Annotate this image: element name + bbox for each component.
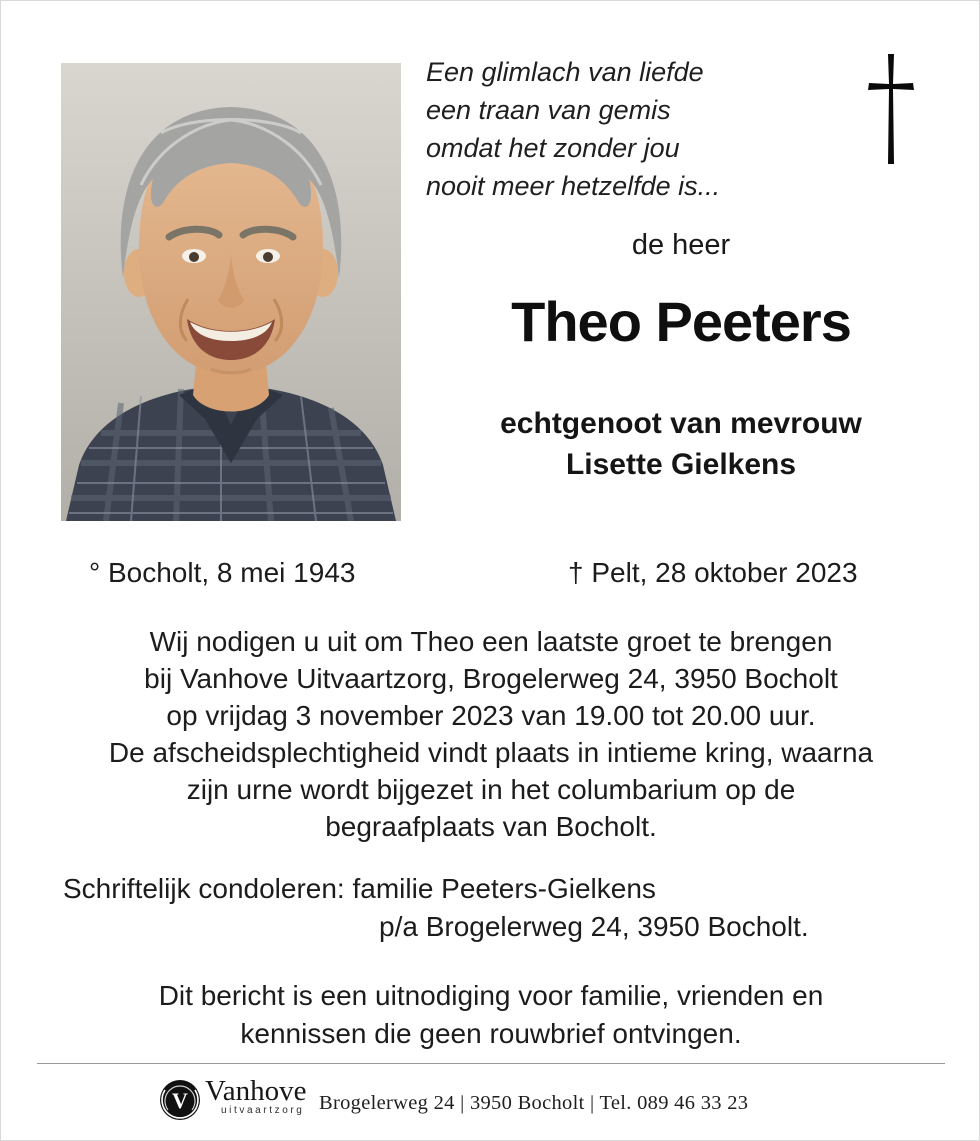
invitation-line: bij Vanhove Uitvaartzorg, Brogelerweg 24, 3950 Bocholt — [144, 663, 838, 694]
relation-block — [421, 403, 941, 485]
life-dates — [1, 557, 980, 591]
poem-line: nooit meer hetzelfde is... — [426, 171, 721, 201]
poem-line: een traan van gemis — [426, 95, 671, 125]
birth-info: ° Bocholt, 8 mei 1943 — [89, 557, 356, 588]
invitation-paragraph — [1, 623, 980, 845]
invitation-line: Wij nodigen u uit om Theo een laatste groet te brengen — [149, 626, 833, 657]
invitation-line: De afscheidsplechtigheid vindt plaats in intieme kring, waarna — [108, 737, 874, 768]
notice-line: Dit bericht is een uitnodiging voor familie, vrienden en — [158, 980, 824, 1011]
portrait-illustration — [61, 63, 401, 521]
invitation-line: zijn urne wordt bijgezet in het columbarium op de — [186, 774, 796, 805]
death-info: † Pelt, 28 oktober 2023 — [568, 557, 858, 588]
poem — [426, 53, 720, 205]
portrait-photo — [61, 63, 401, 521]
funeral-home-brand — [205, 1076, 306, 1116]
notice-line: kennissen die geen rouwbrief ontvingen. — [240, 1018, 742, 1049]
condolence-line: Schriftelijk condoleren: familie Peeters-Gielkens — [63, 873, 656, 904]
invitation-line: begraafplaats van Bocholt. — [325, 811, 657, 842]
notice-paragraph — [1, 977, 980, 1053]
relation-line: echtgenoot van mevrouw — [500, 407, 862, 440]
invitation-line: op vrijdag 3 november 2023 van 19.00 tot 20.00 uur. — [166, 700, 816, 731]
spouse-name: Lisette Gielkens — [565, 448, 797, 481]
footer-divider — [37, 1063, 945, 1064]
salutation: de heer — [631, 229, 731, 261]
memorial-cross-icon — [863, 53, 919, 165]
poem-line: Een glimlach van liefde — [426, 57, 704, 87]
funeral-home-tagline: uitvaartzorg — [221, 1105, 305, 1116]
deceased-name: Theo Peeters — [511, 290, 851, 353]
funeral-home-contact: Brogelerweg 24 | 3950 Bocholt | Tel. 089 46 33 23 — [319, 1092, 749, 1114]
condolence-address: p/a Brogelerweg 24, 3950 Bocholt. — [379, 911, 809, 942]
funeral-home-logo-icon — [158, 1078, 202, 1122]
svg-text:V: V — [172, 1088, 188, 1113]
funeral-home-name: Vanhove — [205, 1075, 307, 1107]
poem-line: omdat het zonder jou — [426, 133, 680, 163]
